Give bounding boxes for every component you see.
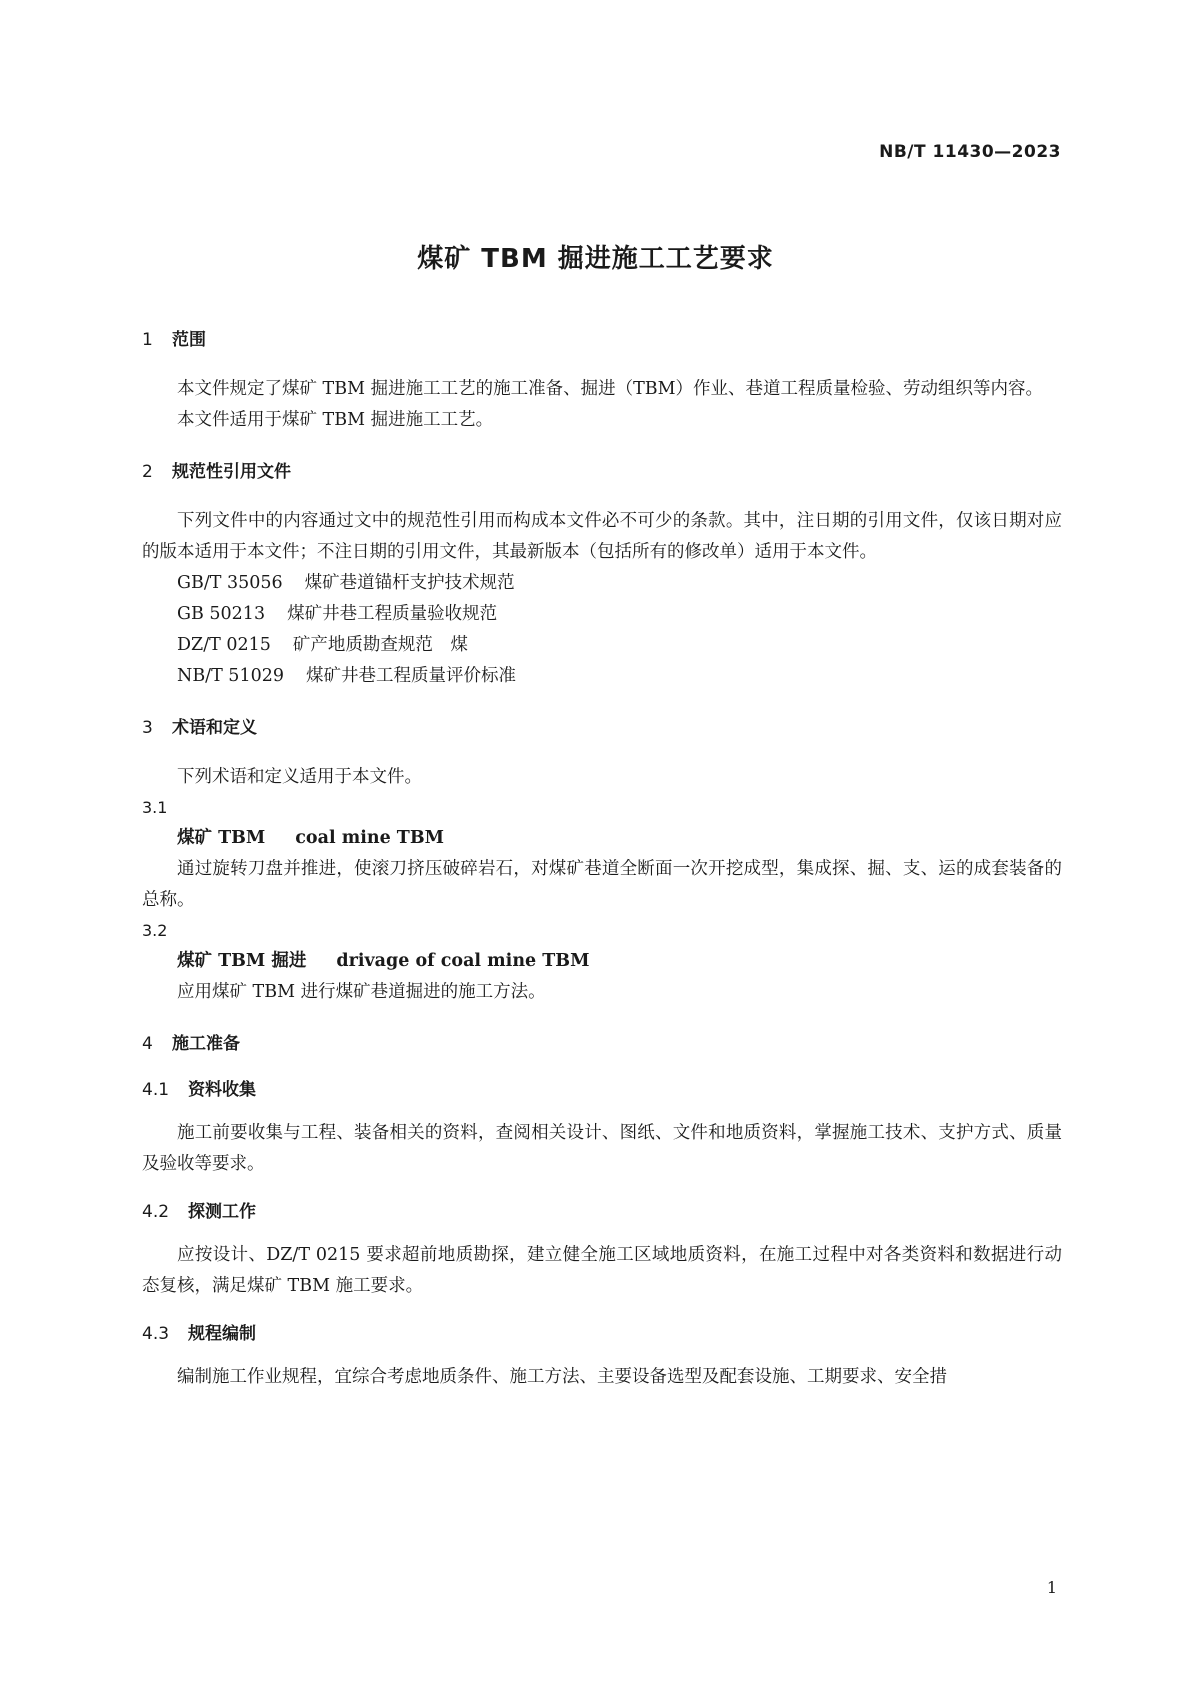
paragraph: 应按设计、DZ/T 0215 要求超前地质勘探，建立健全施工区域地质资料，在施工过程中对各类资料和数据进行动态复核，满足煤矿 TBM 施工要求。 (142, 1245, 1062, 1296)
term-title (142, 946, 1062, 977)
subsection-heading (142, 1320, 1062, 1348)
term-number: 3.2 (142, 921, 168, 940)
section-heading-2 (142, 458, 1062, 486)
reference-code: GB 50213 (177, 604, 266, 624)
subsection-title: 规程编制 (188, 1324, 256, 1344)
section-title: 规范性引用文件 (172, 462, 291, 482)
reference-code: DZ/T 0215 (177, 635, 271, 655)
section-number: 3 (142, 718, 153, 738)
subsection-heading (142, 1198, 1062, 1226)
section-title: 术语和定义 (172, 718, 257, 738)
subsection-title: 探测工作 (188, 1202, 256, 1222)
reference-item (142, 630, 1062, 661)
term-title (142, 823, 1062, 854)
subsection-number: 4.3 (142, 1324, 170, 1344)
section-title: 施工准备 (172, 1034, 240, 1054)
term-en: drivage of coal mine TBM (336, 951, 590, 971)
paragraph: 下列术语和定义适用于本文件。 (177, 767, 422, 787)
reference-code: NB/T 51029 (177, 666, 284, 686)
subsection-title: 资料收集 (188, 1080, 256, 1100)
reference-name: 煤矿井巷工程质量评价标准 (305, 666, 516, 686)
document-body (142, 326, 1062, 1393)
term-zh: 煤矿 TBM 掘进 (177, 951, 307, 971)
section-heading-3 (142, 714, 1062, 742)
section-number: 4 (142, 1034, 153, 1054)
term-number: 3.1 (142, 798, 168, 817)
term-definition: 应用煤矿 TBM 进行煤矿巷道掘进的施工方法。 (177, 982, 546, 1002)
reference-name: 煤矿巷道锚杆支护技术规范 (304, 573, 515, 593)
section-number: 1 (142, 330, 153, 350)
reference-item (142, 599, 1062, 630)
term-en: coal mine TBM (295, 828, 444, 848)
subsection-heading (142, 1076, 1062, 1104)
paragraph: 下列文件中的内容通过文中的规范性引用而构成本文件必不可少的条款。其中，注日期的引用文件，仅该日期对应的版本适用于本文件；不注日期的引用文件，其最新版本（包括所有的修改单）适用于本文件。 (142, 511, 1062, 562)
reference-name: 矿产地质勘查规范 煤 (292, 635, 468, 655)
paragraph: 本文件规定了煤矿 TBM 掘进施工工艺的施工准备、掘进（TBM）作业、巷道工程质量检验、劳动组织等内容。 (177, 379, 1044, 399)
term-zh: 煤矿 TBM (177, 828, 266, 848)
paragraph: 编制施工作业规程，宜综合考虑地质条件、施工方法、主要设备选型及配套设施、工期要求、安全措 (177, 1367, 947, 1387)
reference-item (142, 568, 1062, 599)
paragraph: 本文件适用于煤矿 TBM 掘进施工工艺。 (177, 410, 494, 430)
section-heading-4 (142, 1030, 1062, 1058)
term-definition: 通过旋转刀盘并推进，使滚刀挤压破碎岩石，对煤矿巷道全断面一次开挖成型，集成探、掘、支、运的成套装备的总称。 (142, 859, 1062, 910)
reference-name: 煤矿井巷工程质量验收规范 (287, 604, 498, 624)
reference-item (142, 661, 1062, 692)
section-heading-1 (142, 326, 1062, 354)
document-code: NB/T 11430—2023 (879, 142, 1061, 162)
page-number: 1 (1046, 1578, 1057, 1597)
section-title: 范围 (172, 330, 206, 350)
document-title: 煤矿 TBM 掘进施工工艺要求 (417, 244, 774, 274)
subsection-number: 4.2 (142, 1202, 170, 1222)
section-number: 2 (142, 462, 153, 482)
subsection-number: 4.1 (142, 1080, 170, 1100)
paragraph: 施工前要收集与工程、装备相关的资料，查阅相关设计、图纸、文件和地质资料，掌握施工技术、支护方式、质量及验收等要求。 (142, 1123, 1062, 1174)
reference-code: GB/T 35056 (177, 573, 283, 593)
